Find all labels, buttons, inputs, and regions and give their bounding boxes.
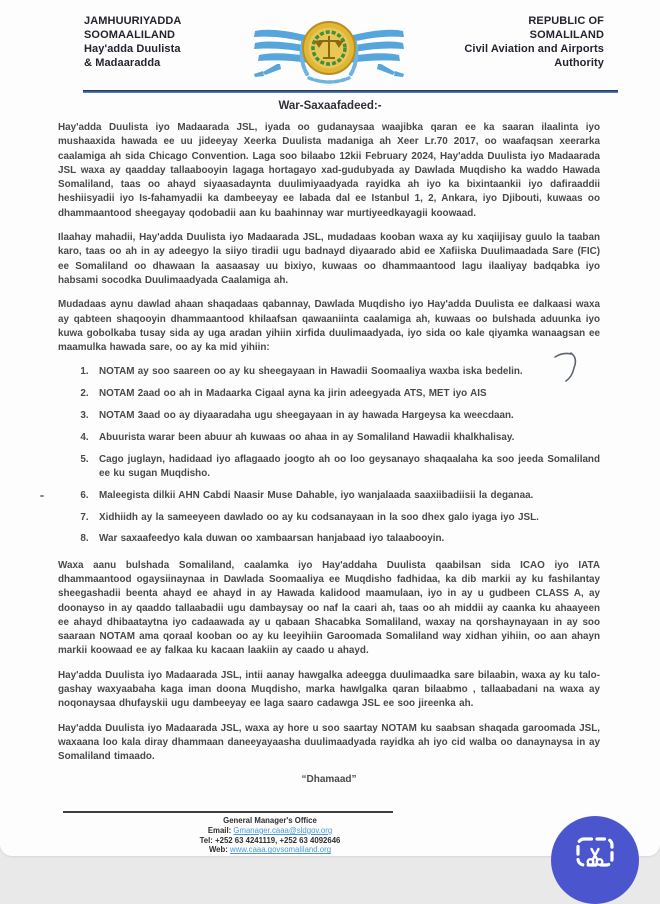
closing-paragraphs: [58, 559, 600, 765]
body-paragraph: Waxa aanu bulshada Somaliland, caalamka iyo Hay'addaha Duulista qaabilsan sida ICAO iyo IATA dhammaantood ogaysiinaynaa in Dawlada Soomaaliya ee Muqdisho fadhidaa, ka dib markii ay ku fashilantay sheegashadii beenta ahayd ee ahayd in ay Hawada kalidood maamulaan, iyo in ay u gudbeen CLASS A, ay doonayso in ay qaaddo tallaabadii ugu dambaysay oo naf la caari ah, taas oo ah middii ay caanka ku ahaayeen ee ahayd dhibaataytna iyo cadaawada ay u qabaan Shacabka Somaliland, waxay na qorshaynayaan in ay soo saaraan NOTAM ama qoraal kooban oo ay ku leeyihiin Garoomada Somaliland way xidhan yihiin, oo aan ahayn markii koowaad ee ay falkaa ku kacaan laakiin ay caado u ahayd.: [58, 559, 600, 657]
grievance-list-item: 8. War saxaafeedyo kala duwan oo xambaarsan hanjabaad iyo talaabooyin.: [92, 532, 600, 546]
scan-speck: [40, 495, 44, 497]
grievance-list-item: 7. Xidhiidh ay la sameeyeen dawlado oo ay ku codsanayaan in la soo dhex galo iyaga iyo JSL.: [92, 511, 600, 525]
letterhead-line: SOMALILAND: [529, 29, 604, 41]
footer-email-line: [120, 826, 420, 836]
grievance-list-item: 2. NOTAM 2aad oo ah in Madaarka Cigaal ayna ka jirin adeegyada ATS, MET iyo AIS: [92, 387, 600, 401]
authority-logo: [249, 12, 409, 86]
footer-contact-block: [120, 816, 420, 855]
tel-label: Tel:: [199, 835, 213, 845]
document-body: [0, 121, 660, 785]
footer-web-line: [120, 845, 420, 855]
body-paragraph: Ilaahay mahadii, Hay'adda Duulista iyo Madaarada JSL, mudadaas kooban waxa ay ku xaqiijisay guulo la taaban karo, taas oo ah in ay adeegyo la siiyo tiradii ugu badnayd diyaarado abid ee Xafiiska Duulimaadada Sare (FIC) ee Somaliland oo dhawaan la aasaasay uu bixiyo, kuwaas oo dhammaantood lagu ilaaliyay badqabka iyo habsami socodka Duulimaadyada Caalamiga ah.: [58, 232, 600, 286]
grievance-list-item: 1. NOTAM ay soo saareen oo ay ku sheegayaan in Hawadii Soomaaliya waxba iska bedelin.: [92, 365, 600, 379]
body-paragraph: Hay'adda Duulista iyo Madaarada JSL, waxa ay hore u soo saartay NOTAM ku saabsan shaqada garoomada JSL, waxaana loo kala diray dhammaan daneeyayaasha duulimaadyada rayidka ah iyo cid walba oo danaynaysa in ay Somaliland timaado.: [58, 722, 600, 763]
letterhead-somali-title: [84, 14, 244, 70]
letterhead-line: JAMHUURIYADDA: [84, 15, 182, 27]
email-link[interactable]: Gmanager.caaa@sldgov.org: [233, 825, 333, 835]
closing-word: “Dhamaad”: [301, 774, 357, 786]
body-paragraph: Hay'adda Duulista iyo Madaarada JSL, iyada oo gudanaysaa waajibka qaran ee ka saaran ilaalinta iyo mushaaxida hawada ee uu jideeyay Xeerka Duulista madaniga ah Xeer Lr.70 2017, oo waafaqsan xeerarka caalamiga ah sida Chicago Convention. Laga soo bilaabo 12kii February 2024, Hay'adda Duulista iyo Madaarada JSL waxa ay qaadday tallaabooyin lagaga hortagayo xad-gudubyada ay Dawlada Muqdisho ka waddo Hawada Somaliland, taas oo ahayd siyaasadaynta duulimiyaadyada rayidka ah iyo ka bixintaankii iyo dafiraaddii heshiisyadii iyo Is-fahamyadii ka dambeeyay ee labada dal ee Istanbul 1, 2, Ankara, iyo Djibouti, kuwaas oo dhammaantood sheegayay qodobadii aan ku baahinnay war murtiyeedkayagii koowaad.: [58, 122, 600, 219]
body-paragraph: Hay'adda Duulista iyo Madaarada JSL, intii aanay hawgalka adeegga duulimaadka sare bilaabin, waxa ay ku talo-gashay waxyaabaha kaga iman doona Muqdisho, marka hawlgalka qaran bilaabmo , tallaabadani na waxa ay noqonaysaa dhufayskii ugu dambeeyay ee laga saaro cadawga JSL ee soo jireenka ah.: [58, 669, 600, 710]
somaliland-civil-aviation-emblem-icon: [249, 12, 409, 86]
screenshot-snip-icon: [573, 830, 617, 874]
handwritten-mark: [552, 350, 582, 386]
letterhead-line: Hay'adda Duulista: [84, 43, 181, 55]
website-link[interactable]: www.caaa.govsomaliland.org: [230, 845, 332, 855]
footer-divider: [63, 811, 393, 813]
letterhead-line: REPUBLIC OF: [528, 15, 604, 27]
tel-numbers: +252 63 4241119, +252 63 4092646: [215, 835, 341, 845]
press-release-title: War-Saxaafadeed:-: [278, 100, 382, 112]
letterhead: [0, 0, 660, 88]
body-paragraph: Mudadaas aynu dawlad ahaan shaqadaas qabannay, Dawlada Muqdisho iyo Hay'adda Duulista ee dalkaasi waxa ay qabteen shaqooyin dhammaantood khilaafsan qawaaniinta caalamiga ah, kuwaas oo bulshada aduunka iyo kuwa gobolkaba tusay sida ay uga aradan yihiin xirfida duulimaadyada, iyo sida oo kale qiyamka wanaagsan ee maamulka hawada sare, oo ay ka mid yihiin:: [58, 299, 600, 354]
letterhead-line: & Madaaradda: [84, 57, 161, 69]
intro-paragraphs: [58, 121, 600, 355]
grievance-list-item: 6. Maleegista dilkii AHN Cabdi Naasir Muse Dahable, iyo wanjalaada saaxiibadiisii la deganaa.: [92, 489, 600, 503]
letterhead-english-title: [414, 14, 604, 70]
web-label: Web:: [208, 845, 228, 855]
grievance-list-item: 5. Cago juglayn, hadidaad iyo aflagaado joogto ah oo loo geysanayo shaqaalaha ka soo jeeda Somaliland ee ku sugan Muqdisho.: [92, 453, 600, 482]
grievance-list-item: 4. Abuurista warar been abuur ah kuwaas oo ahaa in ay Somaliland Hawadii khalkhalisay.: [92, 431, 600, 445]
screenshot-snip-button[interactable]: [551, 816, 639, 904]
letterhead-line: Civil Aviation and Airports: [464, 43, 604, 55]
letterhead-line: SOOMAALILAND: [84, 29, 176, 41]
grievance-list-item: 3. NOTAM 3aad oo ay diyaaradaha ugu sheegayaan in ay hawada Hargeysa ka weecdaan.: [92, 409, 600, 423]
grievance-list: [58, 365, 600, 546]
footer-office-name: General Manager's Office: [223, 816, 317, 825]
letterhead-line: Authority: [554, 57, 604, 69]
email-label: Email:: [207, 825, 232, 835]
footer-tel-line: [120, 836, 420, 846]
header-divider: [83, 90, 618, 93]
